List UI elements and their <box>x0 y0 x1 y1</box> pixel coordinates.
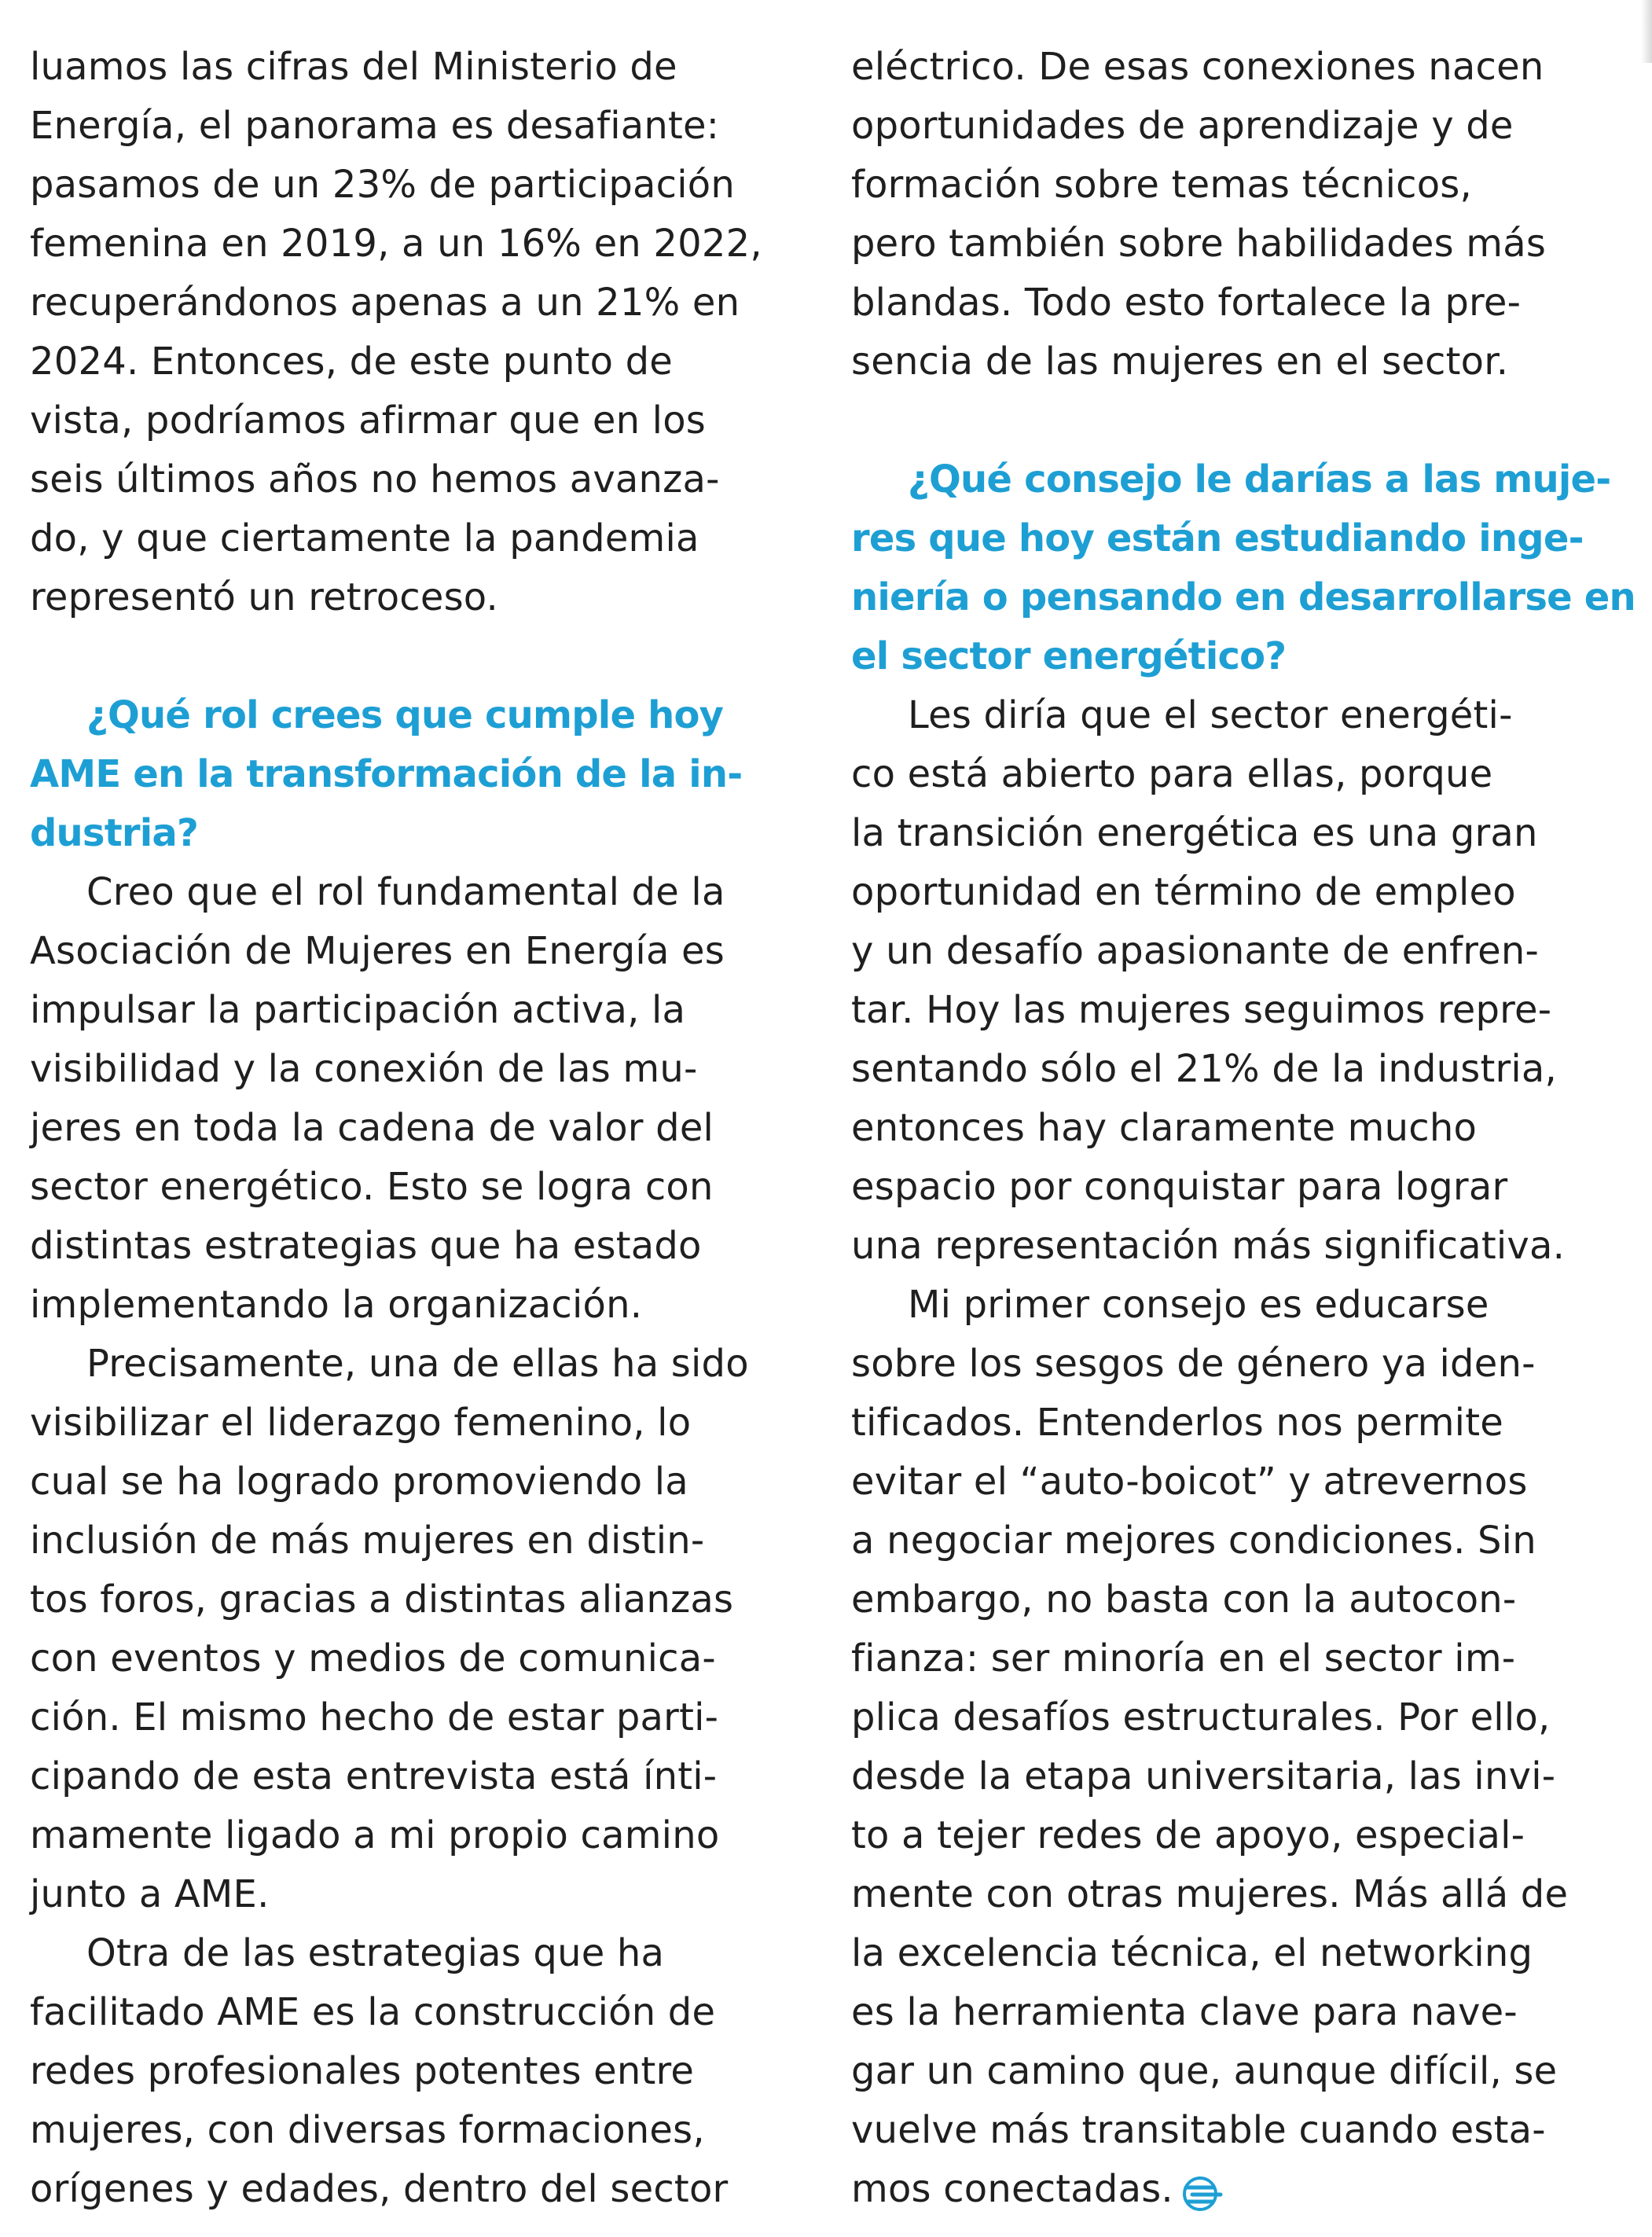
text-line: ción. El mismo hecho de estar parti- <box>30 1695 719 1739</box>
text-line: tos foros, gracias a distintas alianzas <box>30 1578 734 1622</box>
text-line: oportunidad en término de empleo <box>851 870 1516 914</box>
text-line: cual se ha logrado promoviendo la <box>30 1460 688 1504</box>
text-line: Energía, el panorama es desafiante: <box>30 104 720 148</box>
text-line: inclusión de más mujeres en distin- <box>30 1519 705 1563</box>
question-line: ¿Qué rol crees que cumple hoy <box>86 693 724 737</box>
answer-paragraph <box>851 38 1629 391</box>
answer-paragraph <box>30 1924 808 2219</box>
text-line: embargo, no basta con la autocon- <box>851 1578 1517 1622</box>
right-column <box>851 38 1635 2219</box>
text-line: representó un retroceso. <box>30 575 498 619</box>
text-line: sobre los sesgos de género ya iden- <box>851 1342 1536 1386</box>
text-line: Les diría que el sector energéti- <box>908 693 1513 737</box>
text-line: pero también sobre habilidades más <box>851 222 1547 266</box>
question-line: el sector energético? <box>851 634 1287 678</box>
paragraph-gap <box>30 627 808 686</box>
text-line: luamos las cifras del Ministerio de <box>30 45 677 89</box>
text-line: jeres en toda la cadena de valor del <box>30 1106 714 1150</box>
text-line: Otra de las estrategias que ha <box>86 1931 665 1975</box>
text-line: distintas estrategias que ha estado <box>30 1224 702 1268</box>
text-line: desde la etapa universitaria, las invi- <box>851 1754 1556 1798</box>
text-line: Asociación de Mujeres en Energía es <box>30 929 725 973</box>
text-line: facilitado AME es la construcción de <box>30 1990 716 2034</box>
answer-paragraph <box>851 1276 1629 2219</box>
text-line: una representación más significativa. <box>851 1224 1566 1268</box>
text-line: implementando la organización. <box>30 1283 643 1327</box>
text-line: co está abierto para ellas, porque <box>851 752 1493 796</box>
text-line: vista, podríamos afirmar que en los <box>30 399 706 443</box>
article-end-logo-icon <box>1181 2172 1224 2211</box>
question-line: AME en la transformación de la in- <box>30 752 743 796</box>
text-line: mujeres, con diversas formaciones, <box>30 2108 705 2152</box>
text-line: mamente ligado a mi propio camino <box>30 1813 720 1857</box>
text-line: sector energético. Esto se logra con <box>30 1165 714 1209</box>
text-line: orígenes y edades, dentro del sector <box>30 2167 729 2211</box>
text-line: junto a AME. <box>30 1872 270 1916</box>
page-edge-shadow <box>1641 0 1652 63</box>
question-line: dustria? <box>30 811 199 855</box>
interview-question-advice <box>851 450 1635 686</box>
text-line: plica desafíos estructurales. Por ello, <box>851 1695 1551 1739</box>
text-line: impulsar la participación activa, la <box>30 988 686 1032</box>
text-line: to a tejer redes de apoyo, especial- <box>851 1813 1525 1857</box>
text-line: la excelencia técnica, el networking <box>851 1931 1533 1975</box>
text-line: es la herramienta clave para nave- <box>851 1990 1518 2034</box>
text-line: blandas. Todo esto fortalece la pre- <box>851 281 1522 325</box>
paragraph-continuation <box>30 38 808 627</box>
question-line: ¿Qué consejo le darías a las muje- <box>908 457 1611 501</box>
text-line: pasamos de un 23% de participación <box>30 163 735 207</box>
text-line: Creo que el rol fundamental de la <box>86 870 725 914</box>
question-line: res que hoy están estudiando inge- <box>851 516 1584 560</box>
text-line: eléctrico. De esas conexiones nacen <box>851 45 1544 89</box>
text-line: mente con otras mujeres. Más allá de <box>851 1872 1569 1916</box>
text-line: gar un camino que, aunque difícil, se <box>851 2049 1558 2093</box>
text-line: oportunidades de aprendizaje y de <box>851 104 1514 148</box>
answer-paragraph <box>30 863 808 1335</box>
text-line-final <box>851 2160 1629 2219</box>
text-line: recuperándonos apenas a un 21% en <box>30 281 740 325</box>
text-line: Mi primer consejo es educarse <box>908 1283 1489 1327</box>
text-line: a negociar mejores condiciones. Sin <box>851 1519 1536 1563</box>
paragraph-gap <box>851 391 1629 450</box>
answer-paragraph <box>851 686 1629 1276</box>
text-line: con eventos y medios de comunica- <box>30 1636 716 1681</box>
question-line: niería o pensando en desarrollarse en <box>851 575 1635 619</box>
text-line: Precisamente, una de ellas ha sido <box>86 1342 749 1386</box>
text-line: tificados. Entenderlos nos permite <box>851 1401 1503 1445</box>
text-line: la transición energética es una gran <box>851 811 1538 855</box>
text-line: entonces hay claramente mucho <box>851 1106 1478 1150</box>
text-line: do, y que ciertamente la pandemia <box>30 516 699 560</box>
text-line: espacio por conquistar para lograr <box>851 1165 1508 1209</box>
text-line: redes profesionales potentes entre <box>30 2049 695 2093</box>
text-line: 2024. Entonces, de este punto de <box>30 340 674 384</box>
text-line: formación sobre temas técnicos, <box>851 163 1472 207</box>
text-line: visibilizar el liderazgo femenino, lo <box>30 1401 692 1445</box>
text-line: evitar el “auto-boicot” y atrevernos <box>851 1460 1528 1504</box>
text-line: visibilidad y la conexión de las mu- <box>30 1047 698 1091</box>
text-line: vuelve más transitable cuando esta- <box>851 2108 1546 2152</box>
text-line: fianza: ser minoría en el sector im- <box>851 1636 1516 1681</box>
final-text: mos conectadas. <box>851 2167 1173 2211</box>
interview-question-ame-role <box>30 686 808 863</box>
text-line: y un desafío apasionante de enfren- <box>851 929 1539 973</box>
answer-paragraph <box>30 1335 808 1924</box>
text-line: cipando de esta entrevista está ínti- <box>30 1754 718 1798</box>
text-line: tar. Hoy las mujeres seguimos repre- <box>851 988 1552 1032</box>
text-line: seis últimos años no hemos avanza- <box>30 457 720 501</box>
text-line: sentando sólo el 21% de la industria, <box>851 1047 1558 1091</box>
left-column <box>30 38 808 2219</box>
text-line: femenina en 2019, a un 16% en 2022, <box>30 222 762 266</box>
text-line: sencia de las mujeres en el sector. <box>851 340 1509 384</box>
